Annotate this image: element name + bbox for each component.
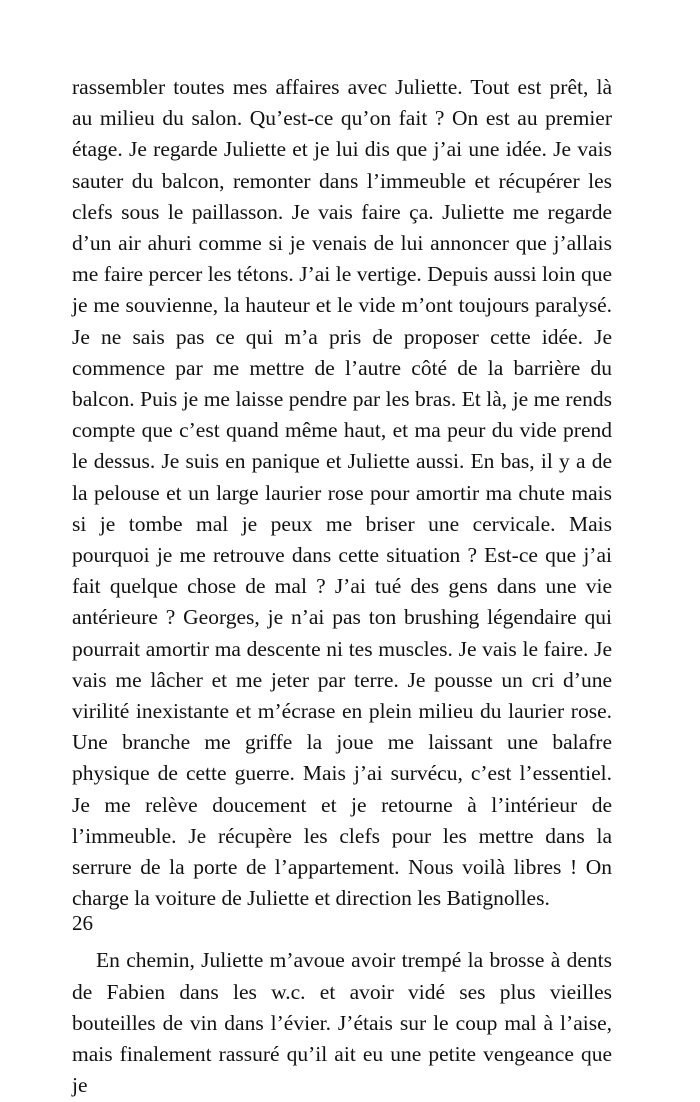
body-text [72,72,612,1102]
page-number: 26 [72,911,93,935]
paragraph-2: En chemin, Juliette m’avoue avoir trempé la brosse à dents de Fabien dans les w.c. et avoir vidé ses plus vieilles bouteilles de vin dans l’évier. J’étais sur le coup mal à l’aise, mais finalement rassuré qu’il ait eu une petite vengeance que je [72,948,612,1098]
paragraph-1: rassembler toutes mes affaires avec Juliette. Tout est prêt, là au milieu du salon. Qu’est-ce qu’on fait ? On est au premier étage. Je regarde Juliette et je lui dis que j’ai une idée. Je vais sauter du balcon, remonter dans l’immeuble et récupérer les clefs sous le paillasson. Je vais faire ça. Juliette me regarde d’un air ahuri comme si je venais de lui annoncer que j’allais me faire percer les tétons. J’ai le vertige. Depuis aussi loin que je me souvienne, la hauteur et le vide m’ont toujours paralysé. Je ne sais pas ce qui m’a pris de proposer cette idée. Je commence par me mettre de l’autre côté de la barrière du balcon. Puis je me laisse pendre par les bras. Et là, je me rends compte que c’est quand même haut, et ma peur du vide prend le dessus. Je suis en panique et Juliette aussi. En bas, il y a de la pelouse et un large laurier rose pour amortir ma chute mais si je tombe mal je peux me briser une cervicale. Mais pourquoi je me retrouve dans cette situation ? Est-ce que j’ai fait quelque chose de mal ? J’ai tué des gens dans une vie antérieure ? Georges, je n’ai pas ton brushing légendaire qui pourrait amortir ma descente ni tes muscles. Je vais le faire. Je vais me lâcher et me jeter par terre. Je pousse un cri d’une virilité inexistante et m’écrase en plein milieu du laurier rose. Une branche me griffe la joue me laissant une balafre physique de cette guerre. Mais j’ai survécu, c’est l’essentiel. Je me relève doucement et je retourne à l’intérieur de l’immeuble. Je récupère les clefs pour les mettre dans la serrure de la porte de l’appartement. Nous voilà libres ! On charge la voiture de Juliette et direction les Batignolles. [72,75,612,911]
